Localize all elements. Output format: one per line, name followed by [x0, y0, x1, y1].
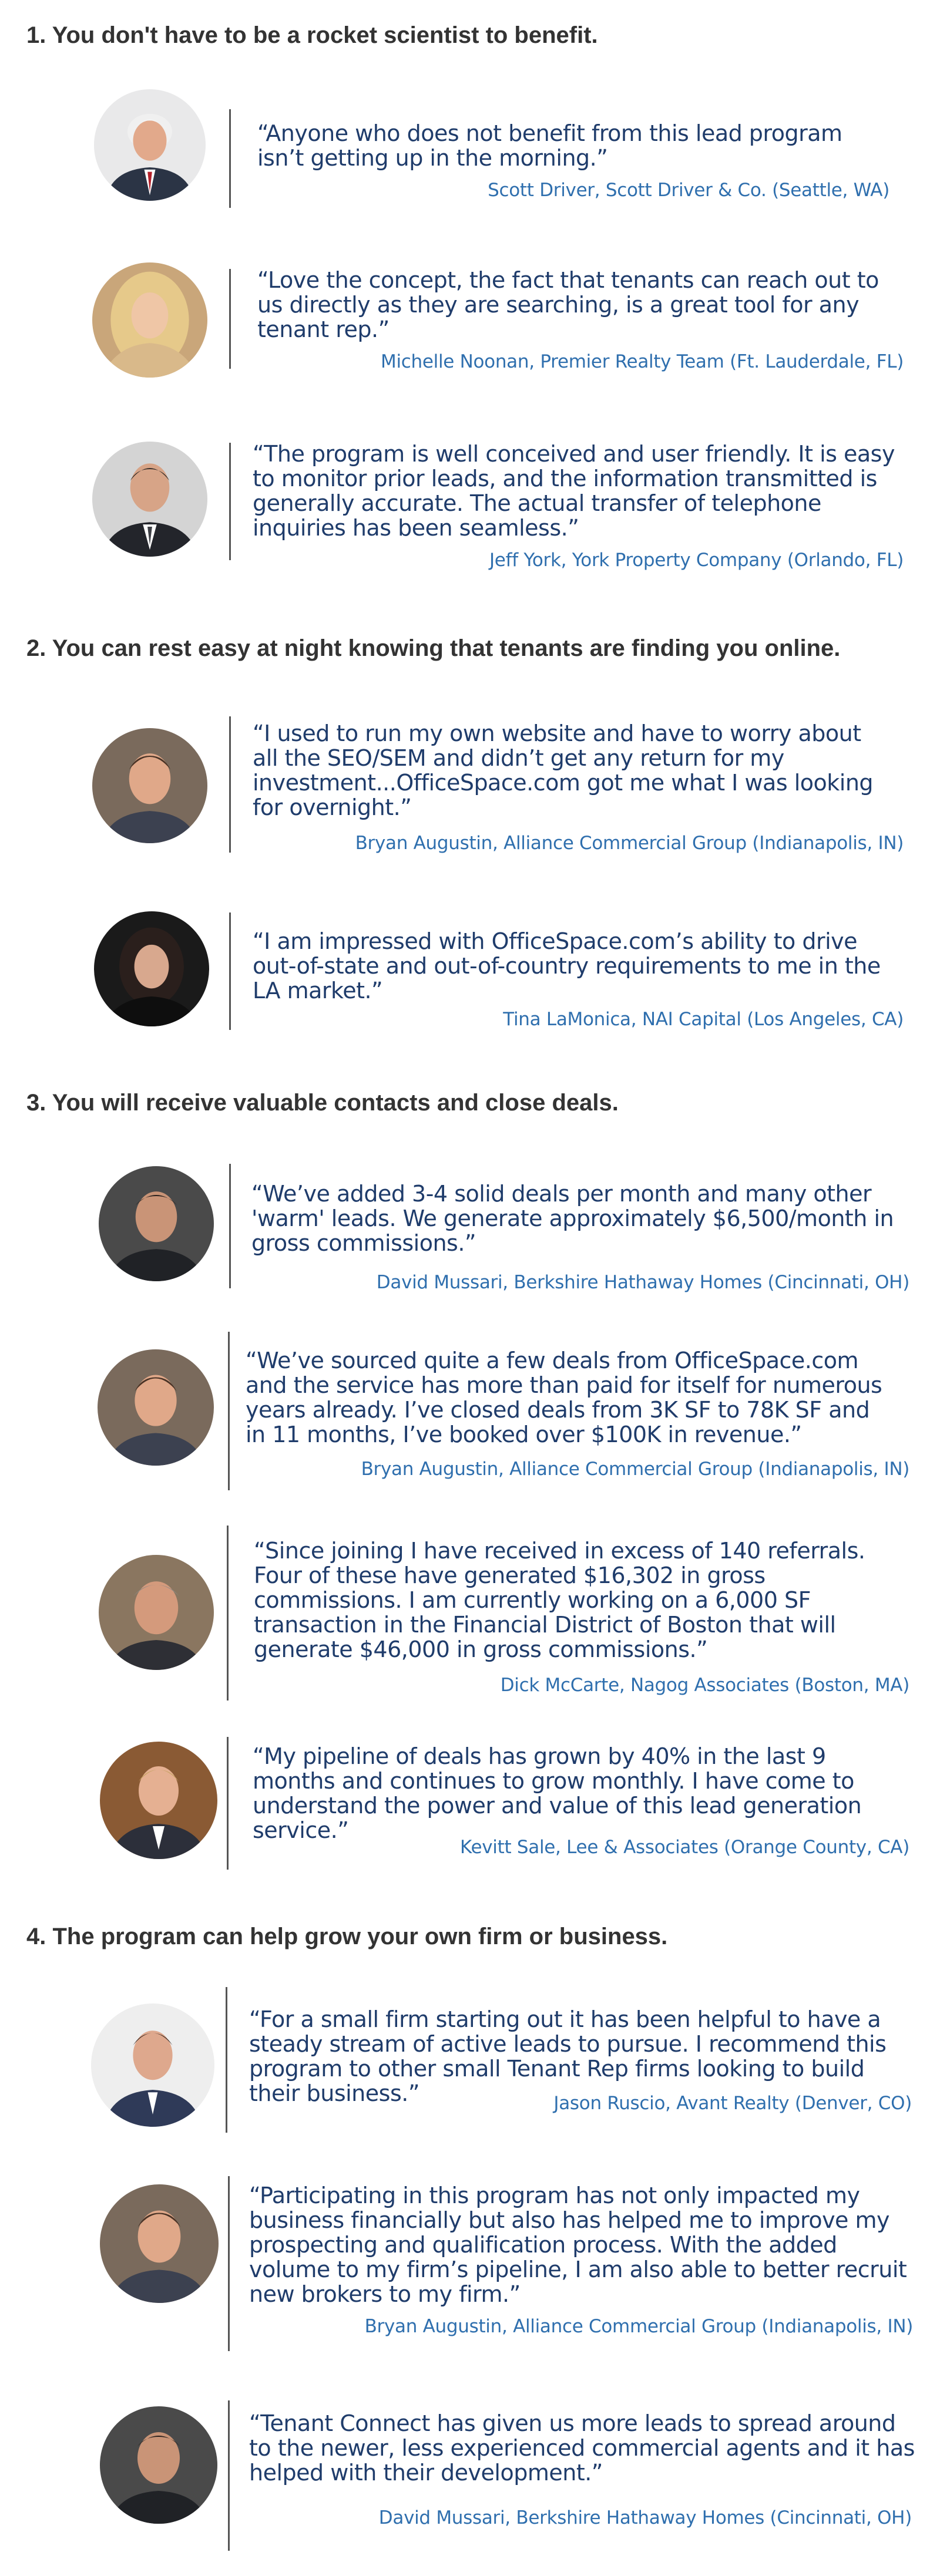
testimonial-attribution: Michelle Noonan, Premier Realty Team (Ft. Lauderdale, FL)	[381, 351, 904, 372]
divider	[228, 2176, 230, 2351]
testimonial-attribution: Tina LaMonica, NAI Capital (Los Angeles, CA)	[503, 1009, 904, 1030]
avatar-photo	[92, 728, 207, 843]
testimonial-quote: “Since joining I have received in excess of 140 referrals. Four of these have generated $16,302 in gross commissions. I am currently working on a 6,000 SF transaction in the Financial District of Boston that will generate $46,000 in gross commissions.”	[254, 1538, 865, 1662]
divider	[229, 109, 231, 208]
divider	[229, 912, 231, 1030]
divider	[227, 1737, 229, 1870]
testimonial-quote: “Love the concept, the fact that tenants can reach out to us directly as they are searching, is a great tool for any tenant rep.”	[257, 267, 879, 342]
testimonial-quote: “We’ve added 3-4 solid deals per month and many other 'warm' leads. We generate approximately $6,500/month in gross commissions.”	[251, 1181, 894, 1256]
testimonial-quote: “The program is well conceived and user friendly. It is easy to monitor prior leads, and the information transmitted is generally accurate. The actual transfer of telephone inquiries has been seamless.”	[253, 441, 895, 541]
testimonial-attribution: Bryan Augustin, Alliance Commercial Group (Indianapolis, IN)	[364, 2316, 913, 2337]
avatar-photo	[94, 911, 209, 1026]
testimonial-attribution: Bryan Augustin, Alliance Commercial Group (Indianapolis, IN)	[355, 833, 904, 854]
divider	[229, 716, 231, 853]
avatar-photo	[91, 2003, 214, 2127]
avatar-photo	[100, 2184, 219, 2303]
section-heading-1: 1. You don't have to be a rocket scientist to benefit.	[26, 22, 598, 48]
testimonial-attribution: David Mussari, Berkshire Hathaway Homes (Cincinnati, OH)	[378, 2507, 912, 2528]
testimonial-quote: “I am impressed with OfficeSpace.com’s ability to drive out-of-state and out-of-country requirements to me in the LA market.”	[253, 928, 881, 1004]
section-heading-4: 4. The program can help grow your own firm or business.	[26, 1924, 668, 1949]
testimonial-attribution: Jeff York, York Property Company (Orlando, FL)	[489, 550, 904, 571]
avatar-photo	[92, 442, 207, 557]
divider	[228, 2400, 230, 2551]
section-heading-2: 2. You can rest easy at night knowing that tenants are finding you online.	[26, 635, 841, 661]
divider	[229, 443, 231, 560]
testimonial-attribution: Scott Driver, Scott Driver & Co. (Seattle, WA)	[488, 180, 889, 201]
avatar-photo	[99, 1555, 214, 1670]
divider	[228, 1332, 230, 1490]
testimonial-quote: “Participating in this program has not only impacted my business financially but also has helped me to improve my prospecting and qualification process. With the added volume to my firm’s pipeline, I am also able to better recruit new brokers to my firm.”	[249, 2183, 907, 2307]
avatar-photo	[92, 262, 207, 378]
avatar-photo	[100, 2406, 217, 2524]
testimonial-quote: “I used to run my own website and have to worry about all the SEO/SEM and didn’t get any return for my investment...OfficeSpace.com got me what I was looking for overnight.”	[253, 720, 874, 820]
avatar-photo	[99, 1166, 214, 1281]
testimonial-quote: “For a small firm starting out it has been helpful to have a steady stream of active leads to pursue. I recommend this program to other small Tenant Rep firms looking to build their business.”	[249, 2006, 887, 2106]
testimonial-quote: “My pipeline of deals has grown by 40% in the last 9 months and continues to grow monthly. I have come to understand the power and value of this lead generation service.”	[253, 1743, 862, 1843]
testimonial-attribution: Dick McCarte, Nagog Associates (Boston, MA)	[500, 1675, 909, 1696]
avatar-photo	[94, 89, 206, 201]
testimonial-quote: “We’ve sourced quite a few deals from OfficeSpace.com and the service has more than paid for itself for numerous years already. I’ve closed deals from 3K SF to 78K SF and in 11 months, I’ve booked over $100K in revenue.”	[246, 1348, 882, 1447]
testimonial-attribution: Bryan Augustin, Alliance Commercial Group (Indianapolis, IN)	[361, 1459, 909, 1480]
testimonial-attribution: Kevitt Sale, Lee & Associates (Orange County, CA)	[459, 1837, 909, 1858]
avatar-photo	[100, 1742, 217, 1859]
section-heading-3: 3. You will receive valuable contacts and close deals.	[26, 1090, 619, 1116]
testimonial-quote: “Anyone who does not benefit from this lead program isn’t getting up in the morning.”	[257, 120, 842, 171]
divider	[229, 269, 231, 369]
divider	[226, 1987, 227, 2133]
testimonial-attribution: Jason Ruscio, Avant Realty (Denver, CO)	[553, 2093, 912, 2114]
divider	[227, 1526, 229, 1701]
testimonial-attribution: David Mussari, Berkshire Hathaway Homes (Cincinnati, OH)	[376, 1272, 909, 1293]
divider	[229, 1164, 231, 1288]
testimonial-quote: “Tenant Connect has given us more leads to spread around to the newer, less experienced commercial agents and it has helped with their development.”	[249, 2410, 915, 2486]
avatar-photo	[98, 1349, 214, 1466]
